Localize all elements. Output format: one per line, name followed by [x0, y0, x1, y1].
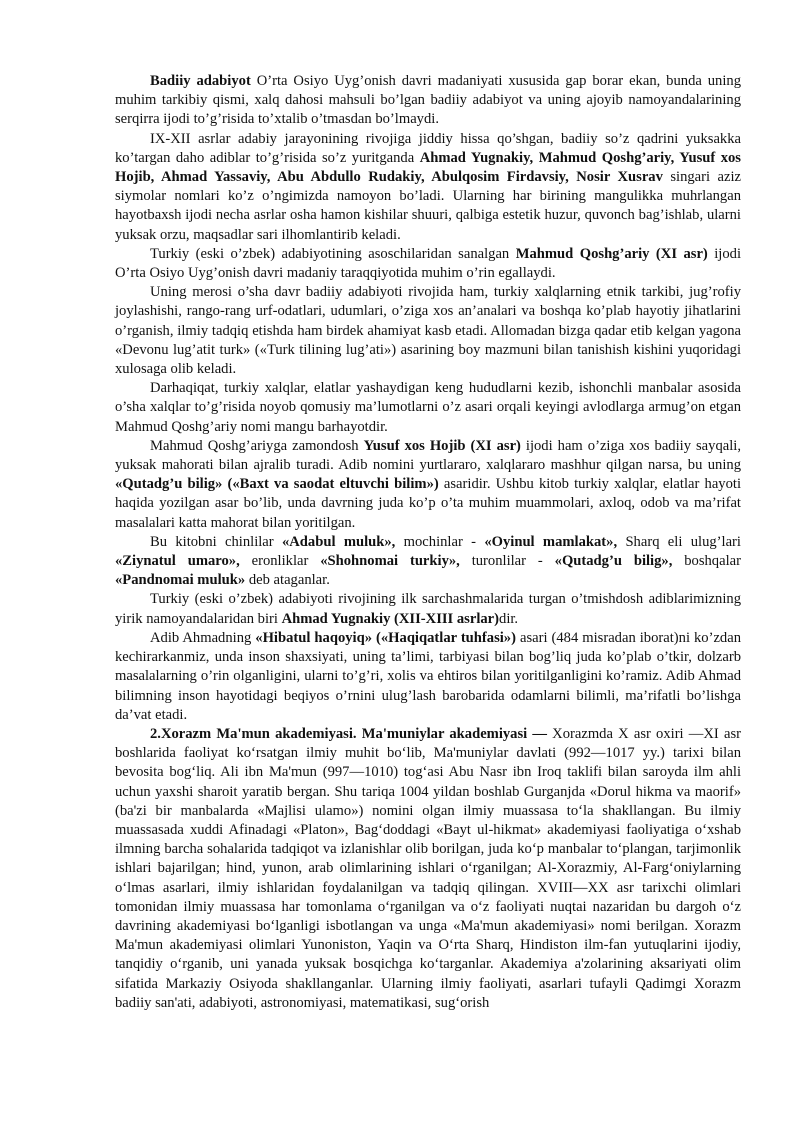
bold-text-segment: «Pandnomai muluk»: [115, 572, 246, 589]
bold-text-segment: Ahmad Yugnakiy, Mahmud Qoshg’ariy, Yusuf xos Hojib, Ahmad Yassaviy, Abu Abdullo Rudakiy, Abulqosim Firdavsiy, Nosir Xusrav: [115, 149, 741, 186]
bold-text-segment: «Qutadg’u bilig»,: [554, 553, 673, 570]
bold-text-segment: «Hibatul haqoyiq» («Haqiqatlar tuhfasi»): [255, 629, 516, 646]
document-page: [115, 72, 741, 1013]
text-segment: Sharq eli ulug’lari: [617, 533, 741, 550]
bold-text-segment: 2.Xorazm Ma'mun akademiyasi. Ma'muniylar akademiyasi —: [150, 725, 547, 742]
paragraph: [115, 629, 741, 725]
paragraph: [115, 72, 741, 130]
text-segment: Turkiy (eski o’zbek) adabiyotining asoschilaridan sanalgan: [150, 245, 516, 262]
text-segment: boshqalar: [672, 553, 741, 570]
bold-text-segment: «Adabul muluk»,: [281, 533, 396, 550]
bold-text-segment: «Shohnomai turkiy»,: [320, 553, 460, 570]
text-segment: ijodi O’rta Osiyo Uyg’onish davri madaniy taraqqiyotida muhim o’rin egallaydi.: [115, 245, 741, 282]
bold-text-segment: Yusuf xos Hojib (XI asr): [363, 437, 521, 454]
text-segment: turonlilar -: [459, 553, 555, 570]
text-segment: eronliklar: [239, 553, 321, 570]
paragraph: [115, 725, 741, 1013]
paragraph: [115, 283, 741, 379]
text-segment: ijodi ham o’ziga xos badiiy sayqali, yuksak mahorati bilan ajralib turadi. Adib nomini yurtlararo, xalqlararo mashhur qilgan narsa, bu uning: [115, 437, 741, 474]
text-segment: asaridir. Ushbu kitob turkiy xalqlar, elatlar hayoti haqida yozilgan asar bo’lib, unda davrning juda ko’p o’ta muhim muammolari, axloq, odob va ma’rifat masalalari katta mahorat bilan yoritilgan.: [115, 476, 742, 531]
text-segment: O’rta Osiyo Uyg’onish davri madaniyati xususida gap borar ekan, bunda uning muhim tarkibiy qismi, xalq dahosi mahsuli bo’lgan badiiy adabiyot va uning ajoyib namoyandalarining serqirra ijodi to’g’risida to’xtalib o’tmasdan bo’lmaydi.: [115, 73, 741, 128]
text-segment: dir.: [499, 610, 519, 627]
paragraph: [115, 245, 741, 283]
paragraph: [115, 590, 741, 628]
bold-text-segment: «Ziynatul umaro»,: [115, 553, 240, 570]
text-segment: IX-XII asrlar adabiy jarayonining rivojiga jiddiy hissa qo’shgan, badiiy so’z qadrini yuksakka ko’targan daho adiblar to’g’risida so’z yuritganda: [115, 130, 741, 166]
paragraph: [115, 533, 741, 591]
text-segment: Bu kitobni chinlilar: [150, 533, 282, 550]
paragraph: [115, 130, 741, 245]
text-segment: Mahmud Qoshg’ariyga zamondosh: [150, 437, 364, 454]
bold-text-segment: Mahmud Qoshg’ariy (XI asr): [515, 245, 708, 262]
text-segment: deb ataganlar.: [245, 572, 330, 589]
text-segment: Adib Ahmadning: [150, 629, 256, 646]
text-segment: mochinlar -: [395, 533, 485, 550]
paragraph: [115, 379, 741, 437]
paragraph: [115, 437, 741, 533]
text-segment: Turkiy (eski o’zbek) adabiyoti rivojining ilk sarchashmalarida turgan o’tmishdosh adiblarimizning yirik namoyandalaridan biri: [115, 591, 741, 627]
bold-text-segment: Badiiy adabiyot: [150, 73, 251, 89]
text-segment: singari aziz siymolar nomlari ko’z o’ngimizda namoyon bo’ladi. Ularning har birining mangulikka muhrlangan hayotbaxsh ijodi necha asrlar osha hamon kishilar shuuri, qalbiga estetik huzur, quvonch bag’ishlab, ularni yuksak orzu, maqsadlar sari ilhomlantirib keladi.: [115, 169, 741, 243]
text-segment: asari (484 misradan iborat)ni ko’zdan kechirarkanmiz, unda inson shaxsiyati, uning ta’limi, tarbiyasi bilan bog’liq juda ko’plab o’tkir, dolzarb masalalarning o’rin olganligini, ularni to’g’ri, xolis va ehtiros bilan yoritilganligini ko’ramiz. Adib Ahmad bilimning inson hayotidagi beqiyos o’rnini ulug’lash barobarida odamlarni bilimli, ma’rifatli bo’lishga da’vat etadi.: [115, 629, 741, 723]
bold-text-segment: «Qutadg’u bilig» («Baxt va saodat eltuvchi bilim»): [115, 476, 439, 493]
bold-text-segment: Ahmad Yugnakiy (XII-XIII asrlar): [281, 610, 500, 627]
text-segment: Uning merosi o’sha davr badiiy adabiyoti rivojida ham, turkiy xalqlarning etnik tarkibi, jug’rofiy joylashishi, rango-rang urf-odatlari, udumlari, o’ziga xos an’analari va boshqa ko’plab hayotiy jihatlarini o’rganish, ilmiy tadqiq etishda ham birdek ahamiyat kasb etadi. Allomadan bizga qadar etib kelgan yagona «Devonu lug’atit turk» («Turk tilining lug’ati») asarining boy mazmuni bilan tanishish kishini yuqoridagi xulosaga olib keladi.: [115, 284, 741, 378]
text-segment: Darhaqiqat, turkiy xalqlar, elatlar yashaydigan keng hududlarni kezib, ishonchli manbalar asosida o’sha xalqlar to’g’risida noyob qomusiy ma’lumotlarni o’z asari orqali keyingi avlodlarga armug’on etgan Mahmud Qoshg’ariy nomi mangu barhayotdir.: [115, 380, 741, 435]
text-segment: Xorazmda X asr oxiri —XI asr boshlarida faoliyat koʻrsatgan ilmiy muhit boʻlib, Ma'muniylar davlati (992—1017 yy.) tarixi bilan bevosita bogʻliq. Ali ibn Ma'mun (997—1010) togʻasi Abu Nasr ibn Iroq taklifi bilan saroyda ilm ahli uchun yaxshi sharoit yaratib bergan. Shu tariqa 1004 yildan boshlab Gurganjda «Dorul hikma va maorif» (ba'zi bir manbalarda «Majlisi ulamo») nomini olgan ilmiy muassasa toʻla shakllangan. Bu ilmiy muassasada xuddi Afinadagi «Platon», Bagʻdoddagi «Bayt ul-hikmat» akademiyasi faoliyatiga oʻxshab ilmning barcha sohalarida tadqiqot va izlanishlar olib borilgan, juda koʻp manbalar toʻplangan, tarjimonlik ishlari bajarilgan; hind, yunon, arab olimlarining ishlari oʻrganilgan; Al-Xorazmiy, Al-Fargʻoniylarning oʻlmas asarlari, ilmiy ishlaridan foydalanilgan va tadqiq qilingan. XVIII—XX asr tarixchi olimlari tomonidan ilmiy muassasa har tomonlama oʻrganilgan va oʻz faoliyati nuqtai nazaridan bu dargoh oʻz davrining akademiyasi boʻlganligi isbotlangan va unga «Ma'mun akademiyasi» nomi berilgan. Xorazm Ma'mun akademiyasi olimlari Yunoniston, Yaqin va Oʻrta Sharq, Hindiston ilm-fan yutuqlarini ijodiy, tanqidiy oʻrganib, uni yanada yuksak bosqichga koʻtarganlar. Akademiya a'zolarining aksariyati olim sifatida Markaziy Osiyoda shakllanganlar. Ularning ilmiy faoliyati, asarlari tufayli Qadimgi Xorazm badiiy san'ati, adabiyoti, astronomiyasi, matematikasi, sugʻorish: [115, 725, 741, 1011]
bold-text-segment: «Oyinul mamlakat»,: [484, 533, 618, 550]
